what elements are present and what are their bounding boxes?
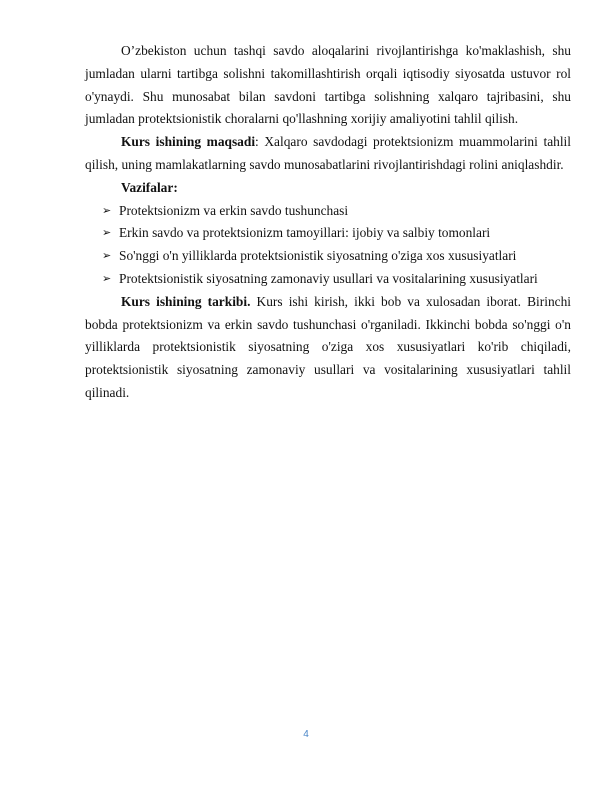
page-number: 4 [303,729,309,740]
list-item: ➢ Protektsionizm va erkin savdo tushunchasi [102,200,571,223]
arrow-bullet-icon: ➢ [102,226,112,240]
intro-paragraph: O’zbekiston uchun tashqi savdo aloqalarini rivojlantirishga ko'maklashish, shu jumladan ularni tartibga solishni takomillashtirish orqali iqtisodiy siyosatda ustuvor rol o'ynaydi. Shu munosabat bilan savdoni tartibga solishning xalqaro tajribasini, shu jumladan protektsionistik choralarni qo'llashning xorijiy amaliyotini tahlil qilish. [85,43,571,127]
structure-label: Kurs ishining tarkibi. [121,293,251,309]
list-item: ➢ Protektsionistik siyosatning zamonaviy usullari va vositalarining xususiyatlari [102,268,571,291]
document-body [85,40,571,405]
arrow-bullet-icon: ➢ [102,203,112,217]
list-item: ➢ So'nggi o'n yilliklarda protektsionistik siyosatning o'ziga xos xususiyatlari [102,245,571,268]
tasks-list [85,200,571,291]
goal-paragraph [85,131,571,177]
tasks-heading: Vazifalar: [121,179,178,195]
list-item: ➢ Erkin savdo va protektsionizm tamoyillari: ijobiy va salbiy tomonlari [102,222,571,245]
structure-text: Kurs ishi kirish, ikki bob va xulosadan iborat. Birinchi bobda protektsionizm va erkin savdo tushunchasi o'rganiladi. Ikkinchi bobda so'nggi o'n yilliklarda protektsionistik siyosatning o'ziga xos xususiyatlari ko'rib chiqiladi, protektsionistik siyosatning zamonaviy usullari va vositalarining xususiyatlari tahlil qilinadi. [85,293,571,400]
goal-label: Kurs ishining maqsadi [121,134,256,150]
arrow-bullet-icon: ➢ [102,249,112,263]
structure-paragraph [85,291,571,405]
arrow-bullet-icon: ➢ [102,271,112,285]
goal-text: : Xalqaro savdodagi protektsionizm muammolarini tahlil qilish, uning mamlakatlarning savdo munosabatlarini rivojlantirishdagi rolini aniqlashdir. [85,134,571,172]
